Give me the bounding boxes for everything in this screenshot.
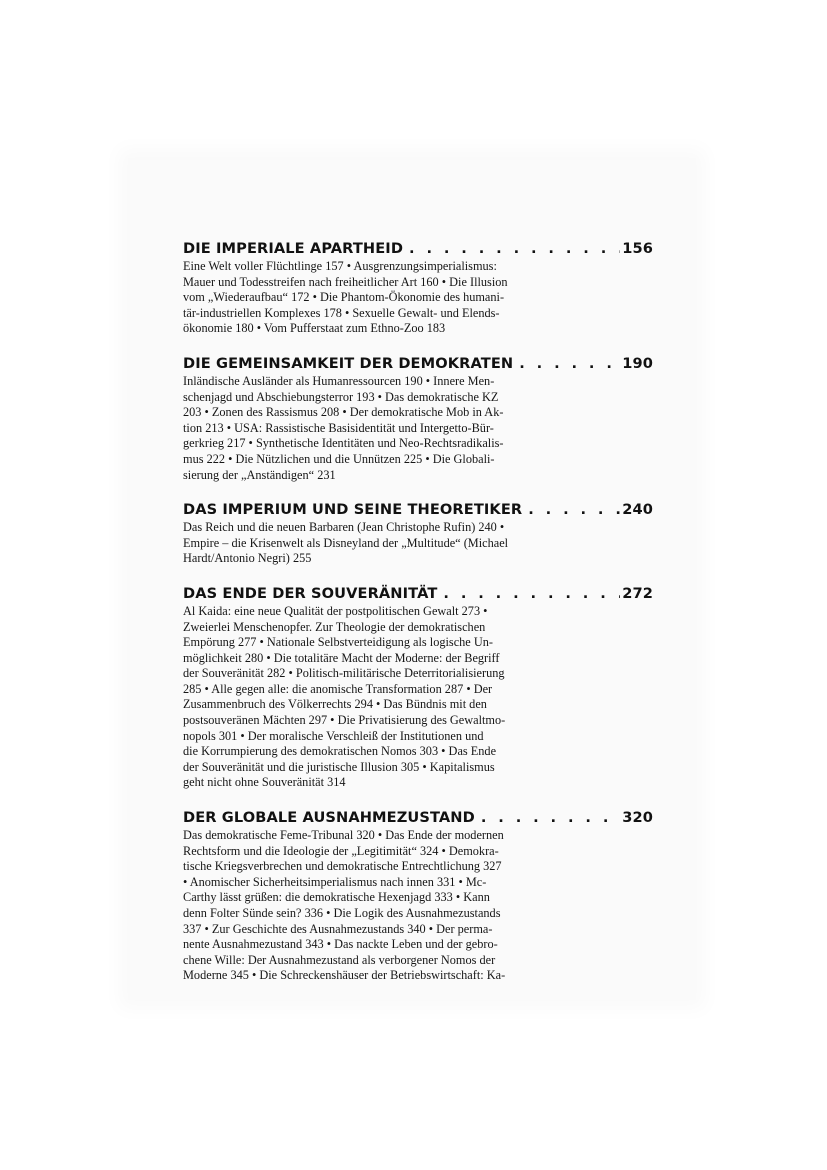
summary-line: 285 • Alle gegen alle: die anomische Transformation 287 • Der xyxy=(183,681,493,696)
summary-line: mus 222 • Die Nützlichen und die Unnützen 225 • Die Globali- xyxy=(183,451,495,466)
chapter-title: DER GLOBALE AUSNAHMEZUSTAND xyxy=(183,809,475,827)
summary-line: Inländische Ausländer als Humanressourcen 190 • Innere Men- xyxy=(183,373,495,388)
chapter-heading xyxy=(183,239,653,258)
dot-leader xyxy=(519,354,620,373)
summary-line: Moderne 345 • Die Schreckenshäuser der Betriebswirtschaft: Ka- xyxy=(183,968,506,983)
summary-line: postsouveränen Mächten 297 • Die Privatisierung des Gewaltmo- xyxy=(183,713,506,728)
summary-line: nente Ausnahmezustand 343 • Das nackte Leben und der gebro- xyxy=(183,937,498,952)
dot-leader xyxy=(409,239,620,258)
summary-line: Hardt/Antonio Negri) 255 xyxy=(183,551,312,566)
summary-line: chene Wille: Der Ausnahmezustand als verborgener Nomos der xyxy=(183,952,496,967)
toc-entry xyxy=(183,584,653,791)
dot-leader xyxy=(481,808,620,827)
summary-line: vom „Wiederaufbau“ 172 • Die Phantom-Ökonomie des humani- xyxy=(183,290,505,305)
summary-line: ökonomie 180 • Vom Pufferstaat zum Ethno-Zoo 183 xyxy=(183,321,446,336)
summary-line: Empörung 277 • Nationale Selbstverteidigung als logische Un- xyxy=(183,635,493,650)
chapter-page-number: 320 xyxy=(622,809,653,827)
summary-line: Zusammenbruch des Völkerrechts 294 • Das Bündnis mit den xyxy=(183,697,487,712)
chapter-title: DIE GEMEINSAMKEIT DER DEMOKRATEN xyxy=(183,354,514,372)
summary-line: der Souveränität und die juristische Illusion 305 • Kapitalismus xyxy=(183,759,495,774)
summary-line: schenjagd und Abschiebungsterror 193 • Das demokratische KZ xyxy=(183,389,499,404)
summary-line: tär-industriellen Komplexes 178 • Sexuelle Gewalt- und Elends- xyxy=(183,305,500,320)
summary-line: die Korrumpierung des demokratischen Nomos 303 • Das Ende xyxy=(183,744,497,759)
toc-entry xyxy=(183,239,653,337)
dot-leader xyxy=(528,500,620,519)
table-of-contents xyxy=(183,239,653,1001)
summary-line: sierung der „Anständigen“ 231 xyxy=(183,467,336,482)
summary-line: Eine Welt voller Flüchtlinge 157 • Ausgrenzungsimperialismus: xyxy=(183,259,497,273)
summary-line: Das demokratische Feme-Tribunal 320 • Das Ende der modernen xyxy=(183,828,504,843)
chapter-heading xyxy=(183,808,653,827)
toc-entry xyxy=(183,500,653,567)
toc-entry xyxy=(183,354,653,483)
chapter-page-number: 156 xyxy=(622,240,653,257)
chapter-page-number: 240 xyxy=(622,501,653,519)
summary-line: nopols 301 • Der moralische Verschleiß der Institutionen und xyxy=(183,728,484,743)
summary-line: Mauer und Todesstreifen nach freiheitlicher Art 160 • Die Illusion xyxy=(183,274,508,289)
summary-line: Das Reich und die neuen Barbaren (Jean Christophe Rufin) 240 • xyxy=(183,520,505,535)
summary-line: Rechtsform und die Ideologie der „Legitimität“ 324 • Demokra- xyxy=(183,843,499,858)
summary-line: Zweierlei Menschenopfer. Zur Theologie der demokratischen xyxy=(183,619,486,634)
chapter-page-number: 272 xyxy=(622,584,653,602)
summary-line: geht nicht ohne Souveränität 314 xyxy=(183,775,346,790)
chapter-heading xyxy=(183,354,653,373)
chapter-page-number: 190 xyxy=(622,354,653,372)
summary-line: Al Kaida: eine neue Qualität der postpolitischen Gewalt 273 • xyxy=(183,603,488,618)
chapter-summary xyxy=(183,520,653,567)
summary-line: tion 213 • USA: Rassistische Basisidentität und Intergetto-Bür- xyxy=(183,420,494,435)
toc-entry xyxy=(183,808,653,984)
chapter-heading xyxy=(183,584,653,603)
chapter-title: DAS IMPERIUM UND SEINE THEORETIKER xyxy=(183,501,523,519)
dot-leader xyxy=(443,584,620,603)
summary-line: Empire – die Krisenwelt als Disneyland der „Multitude“ (Michael xyxy=(183,535,509,550)
summary-line: gerkrieg 217 • Synthetische Identitäten und Neo-Rechtsradikalis- xyxy=(183,436,504,451)
chapter-summary xyxy=(183,828,653,984)
summary-line: • Anomischer Sicherheitsimperialismus nach innen 331 • Mc- xyxy=(183,874,487,889)
summary-line: der Souveränität 282 • Politisch-militärische Deterritorialisierung xyxy=(183,666,505,681)
summary-line: tische Kriegsverbrechen und demokratische Entrechtlichung 327 xyxy=(183,859,502,874)
chapter-heading xyxy=(183,500,653,519)
summary-line: Carthy lässt grüßen: die demokratische Hexenjagd 333 • Kann xyxy=(183,890,490,905)
chapter-summary xyxy=(183,259,653,337)
chapter-title: DAS ENDE DER SOUVERÄNITÄT xyxy=(183,584,438,602)
summary-line: 337 • Zur Geschichte des Ausnahmezustands 340 • Der perma- xyxy=(183,921,493,936)
chapter-summary xyxy=(183,374,653,483)
chapter-summary xyxy=(183,604,653,791)
summary-line: 203 • Zonen des Rassismus 208 • Der demokratische Mob in Ak- xyxy=(183,405,504,420)
chapter-title: DIE IMPERIALE APARTHEID xyxy=(183,240,404,257)
summary-line: denn Folter Sünde sein? 336 • Die Logik des Ausnahmezustands xyxy=(183,906,501,920)
summary-line: möglichkeit 280 • Die totalitäre Macht der Moderne: der Begriff xyxy=(183,650,500,665)
